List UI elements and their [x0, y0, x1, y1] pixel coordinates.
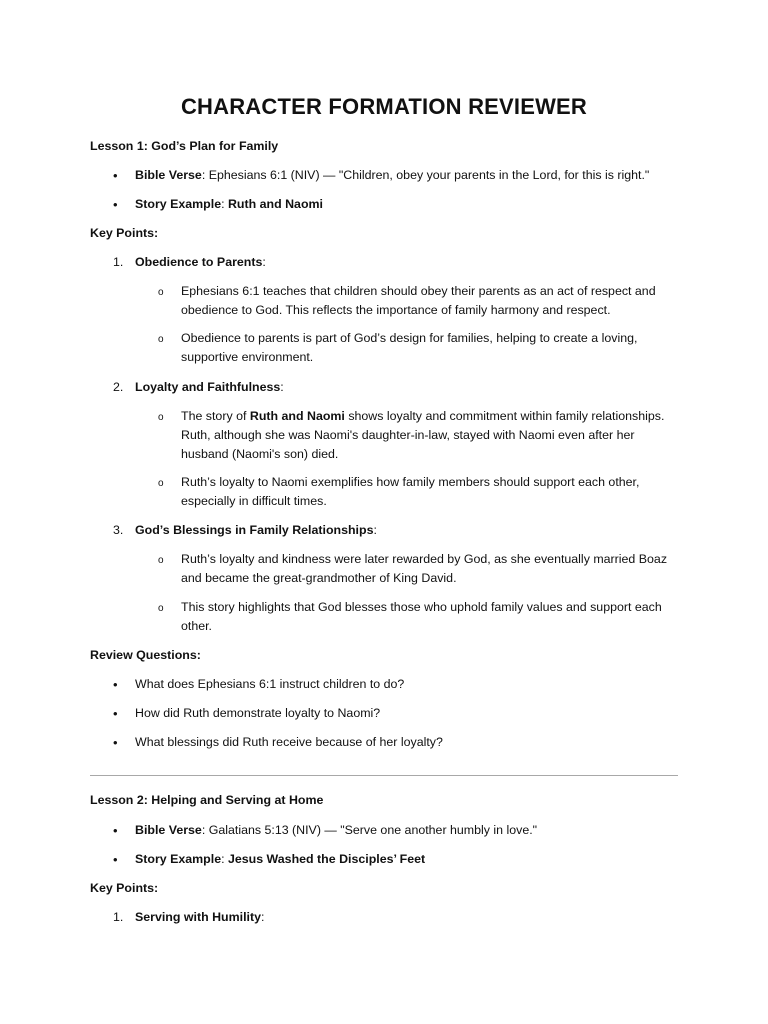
review-question: How did Ruth demonstrate loyalty to Naomi?	[135, 706, 381, 720]
sub-point-line: especially in difficult times.	[181, 494, 327, 508]
bible-verse-label: Bible Verse	[135, 823, 202, 837]
story-example-label: Story Example	[135, 197, 222, 211]
sub-point-line: other.	[181, 619, 213, 633]
lesson2-heading: Lesson 2: Helping and Serving at Home	[90, 793, 324, 807]
key-point-colon: :	[373, 523, 377, 537]
circle-marker: o	[158, 334, 164, 345]
sub-point-line: Obedience to parents is part of God’s design for families, helping to create a loving,	[181, 331, 638, 345]
bible-verse-text: : Galatians 5:13 (NIV) — "Serve one another humbly in love."	[201, 823, 538, 837]
key-point-1	[135, 254, 266, 271]
sub-point-text: The story of	[181, 409, 250, 423]
list-number: 3.	[113, 523, 124, 537]
lesson1-story-example	[135, 196, 323, 213]
key-point-colon: :	[280, 380, 284, 394]
circle-marker: o	[158, 478, 164, 489]
bullet-marker: •	[113, 735, 118, 750]
bullet-marker: •	[113, 197, 118, 212]
list-number: 1.	[113, 255, 124, 269]
circle-marker: o	[158, 412, 164, 423]
sub-point-line: Ephesians 6:1 teaches that children should obey their parents as an act of respect and	[181, 284, 656, 298]
lesson2-story-example	[135, 851, 425, 868]
key-point-label: Serving with Humility	[135, 910, 261, 924]
key-point-label: God’s Blessings in Family Relationships	[135, 523, 374, 537]
key-point-colon: :	[261, 910, 265, 924]
story-example-sep: :	[221, 852, 228, 866]
bullet-marker: •	[113, 677, 118, 692]
sub-point-line: and became the great-grandmother of King David.	[181, 571, 457, 585]
lesson2-key-point-1	[135, 909, 264, 926]
review-question: What blessings did Ruth receive because of her loyalty?	[135, 735, 443, 749]
lesson1-key-points-heading: Key Points:	[90, 226, 159, 240]
circle-marker: o	[158, 603, 164, 614]
sub-point-line	[181, 408, 664, 425]
sub-point-line: Ruth, although she was Naomi's daughter-in-law, stayed with Naomi even after her	[181, 428, 635, 442]
bullet-marker: •	[113, 852, 118, 867]
story-example-label: Story Example	[135, 852, 222, 866]
section-divider	[90, 775, 678, 776]
bullet-marker: •	[113, 706, 118, 721]
sub-point-text: shows loyalty and commitment within family relationships.	[344, 409, 665, 423]
sub-point-line: obedience to God. This reflects the importance of family harmony and respect.	[181, 303, 611, 317]
story-example-text: Jesus Washed the Disciples’ Feet	[227, 852, 426, 866]
lesson1-heading: Lesson 1: God’s Plan for Family	[90, 139, 279, 153]
review-questions-heading: Review Questions:	[90, 648, 201, 662]
sub-point-line: Ruth’s loyalty to Naomi exemplifies how family members should support each other,	[181, 475, 640, 489]
story-example-sep: :	[221, 197, 228, 211]
bible-verse-text: : Ephesians 6:1 (NIV) — "Children, obey your parents in the Lord, for this is right."	[201, 168, 650, 182]
bullet-marker: •	[113, 823, 118, 838]
bible-verse-label: Bible Verse	[135, 168, 202, 182]
list-number: 1.	[113, 910, 124, 924]
lesson2-bible-verse	[135, 822, 537, 839]
list-number: 2.	[113, 380, 124, 394]
lesson2-key-points-heading: Key Points:	[90, 881, 159, 895]
key-point-label: Obedience to Parents	[135, 255, 263, 269]
lesson1-bible-verse	[135, 167, 649, 184]
sub-point-line: This story highlights that God blesses those who uphold family values and support each	[181, 600, 662, 614]
sub-point-line: husband (Naomi's son) died.	[181, 447, 339, 461]
bullet-marker: •	[113, 168, 118, 183]
page-title: CHARACTER FORMATION REVIEWER	[180, 94, 588, 119]
key-point-2	[135, 379, 284, 396]
review-question: What does Ephesians 6:1 instruct children to do?	[135, 677, 405, 691]
story-example-text: Ruth and Naomi	[227, 197, 323, 211]
key-point-colon: :	[262, 255, 266, 269]
key-point-label: Loyalty and Faithfulness	[135, 380, 281, 394]
sub-point-emphasis: Ruth and Naomi	[249, 409, 345, 423]
sub-point-line: supportive environment.	[181, 350, 314, 364]
sub-point-line: Ruth’s loyalty and kindness were later rewarded by God, as she eventually married Boaz	[181, 552, 668, 566]
circle-marker: o	[158, 287, 164, 298]
key-point-3	[135, 522, 377, 539]
circle-marker: o	[158, 555, 164, 566]
